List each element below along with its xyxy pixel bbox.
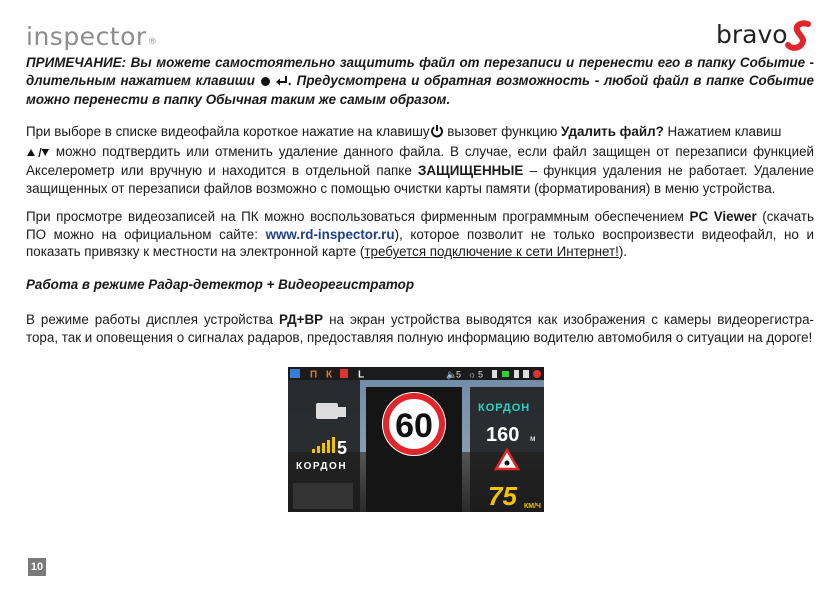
radar-name-right: КОРДОН xyxy=(478,402,531,414)
svg-text:5: 5 xyxy=(456,369,462,380)
svg-text:П: П xyxy=(310,369,318,381)
svg-text:60: 60 xyxy=(395,407,433,445)
current-speed: 75 xyxy=(488,481,517,511)
mode-paragraph: В режиме работы дисплея устройства РД+ВР на экран устройства выводятся как изображения с камеры видеорегистра-тора, так и оповещения о сигналах радаров, предоставляя полную информацию водителю автомобиля о ситуации на дороге! xyxy=(26,312,814,345)
website-link[interactable]: www.rd-inspector.ru xyxy=(265,226,395,242)
signal-level: 5 xyxy=(337,438,348,458)
delete-paragraph: При выборе в списке видеофайла короткое нажатие на клавишу вызовет функцию Удалить файл? Нажатием клавиш можно подтвердить или отменить удаление данного файла. В случае, если файл защищен от перезаписи функцией Акселерометр или вручную и находится в отдельной папке ЗАЩИЩЕННЫЕ – функция удаления не работает. Удаление защищенных от перезаписи файлов возможно с помощью очистки карты памяти (форматирования) в меню устройства. xyxy=(26,124,814,196)
device-screen-image xyxy=(288,367,544,512)
pc-viewer-paragraph: При просмотре видеозаписей на ПК можно воспользоваться фирменным программным обеспечением PC Viewer (скачать ПО можно на официальном сайте: www.rd-inspector.ru), которое позволит не только воспроизвести видеофайл, но и показать привязку к местности на электронной карте (требуется подключение к сети Интернет!). xyxy=(26,209,814,259)
svg-text:☼: ☼ xyxy=(468,369,477,380)
radar-name-left: КОРДОН xyxy=(296,461,348,472)
page-number: 10 xyxy=(28,558,46,576)
svg-text:м: м xyxy=(530,434,536,443)
svg-text:5: 5 xyxy=(478,369,484,380)
enter-arrow-icon xyxy=(275,74,288,92)
bravo-logo xyxy=(716,16,814,52)
note-paragraph: ПРИМЕЧАНИЕ: Вы можете самостоятельно защитить файл от перезаписи и перенести его в папку Событие - длительным нажатием клавиши . Предусмотрена и обратная возможность - любой файл в папке Событие можно перенести в папку Обычная таким же самым образом. xyxy=(26,55,814,107)
section-heading: Работа в режиме Радар-детектор + Видеорегистратор xyxy=(26,277,415,292)
svg-text:bravo: bravo xyxy=(716,20,788,49)
distance-value: 160 xyxy=(486,424,520,446)
record-dot-icon xyxy=(260,74,271,92)
inspector-logo: inspector® xyxy=(26,22,158,51)
svg-text:L: L xyxy=(358,369,365,381)
up-down-arrows-icon xyxy=(26,145,50,163)
speed-limit-sign xyxy=(382,392,446,456)
svg-text:🔈: 🔈 xyxy=(446,369,458,380)
svg-text:К: К xyxy=(326,369,333,381)
svg-text:КМ/Ч: КМ/Ч xyxy=(524,503,541,510)
power-icon xyxy=(430,124,444,143)
